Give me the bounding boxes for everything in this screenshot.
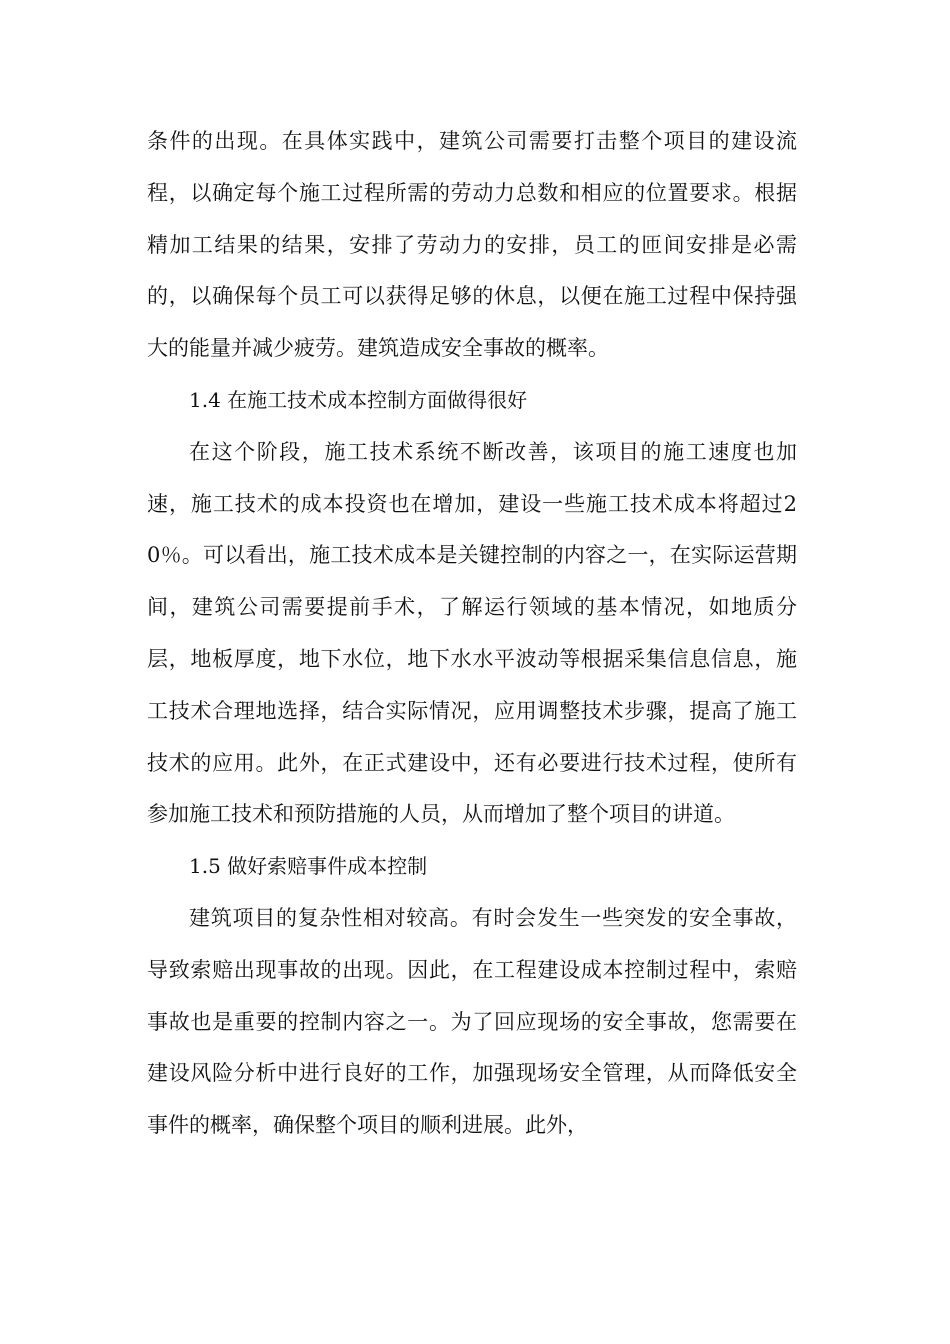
document-body bbox=[147, 116, 797, 1152]
text-line: 据精加工结果的结果，安排了劳动力的安排，员工的匝间安排是必 bbox=[147, 180, 797, 257]
text-line: 息，施工技术合理地选择，结合实际情况，应用调整技术步骤，提 bbox=[147, 646, 798, 723]
text-line: 持强大的能量并减少疲劳。建筑造成安全事故的概率。 bbox=[147, 284, 798, 361]
text-line: 条件的出现。在具体实践中，建筑公司需要打击整个项目的建设流 bbox=[147, 129, 797, 153]
text-line: 的讲道。 bbox=[651, 802, 735, 827]
text-line: 需的，以确保每个员工可以获得足够的休息，以便在施工过程中保 bbox=[147, 232, 797, 309]
section-heading-1-5 bbox=[147, 841, 797, 893]
paragraph-construction-tech-cost bbox=[147, 427, 797, 841]
text-line: 在这个阶段，施工技术系统不断改善，该项目的施工速度也加 bbox=[189, 439, 797, 464]
text-line: 中，索赔事故也是重要的控制内容之一。为了回应现场的安全事 bbox=[147, 957, 798, 1034]
text-line: 高了施工技术的应用。此外，在正式建设中，还有必要进行技术过 bbox=[147, 698, 798, 775]
text-line: 速，施工技术的成本投资也在增加，建设一些施工技术成本将超过 bbox=[147, 491, 784, 516]
text-line: 20％。可以看出，施工技术成本是关键控制的内容之一，在实际运 bbox=[147, 491, 797, 568]
text-line: 故，导致索赔出现事故的出现。因此，在工程建设成本控制过程 bbox=[147, 905, 798, 982]
text-line: 营期间，建筑公司需要提前手术，了解运行领域的基本情况，如地 bbox=[147, 543, 798, 620]
text-line: 故，您需要在建设风险分析中进行良好的工作，加强现场安全管 bbox=[147, 1009, 798, 1086]
text-line: 建筑项目的复杂性相对较高。有时会发生一些突发的安全事 bbox=[189, 905, 755, 930]
heading-text: 1.5 做好索赔事件成本控制 bbox=[189, 854, 428, 879]
paragraph-claims-cost-control bbox=[147, 893, 797, 1152]
section-heading-1-4 bbox=[147, 375, 797, 427]
paragraph-continued bbox=[147, 116, 797, 375]
heading-text: 1.4 在施工技术成本控制方面做得很好 bbox=[189, 387, 528, 412]
text-line: 程，以确定每个施工过程所需的劳动力总数和相应的位置要求。根 bbox=[147, 180, 776, 205]
text-line: 程，使所有参加施工技术和预防措施的人员，从而增加了整个项目 bbox=[147, 750, 798, 827]
text-line: 理，从而降低安全事件的概率，确保整个项目的顺利进展。此外， bbox=[147, 1061, 797, 1138]
text-line: 质分层，地板厚度，地下水位，地下水水平波动等根据采集信息信 bbox=[147, 595, 798, 671]
